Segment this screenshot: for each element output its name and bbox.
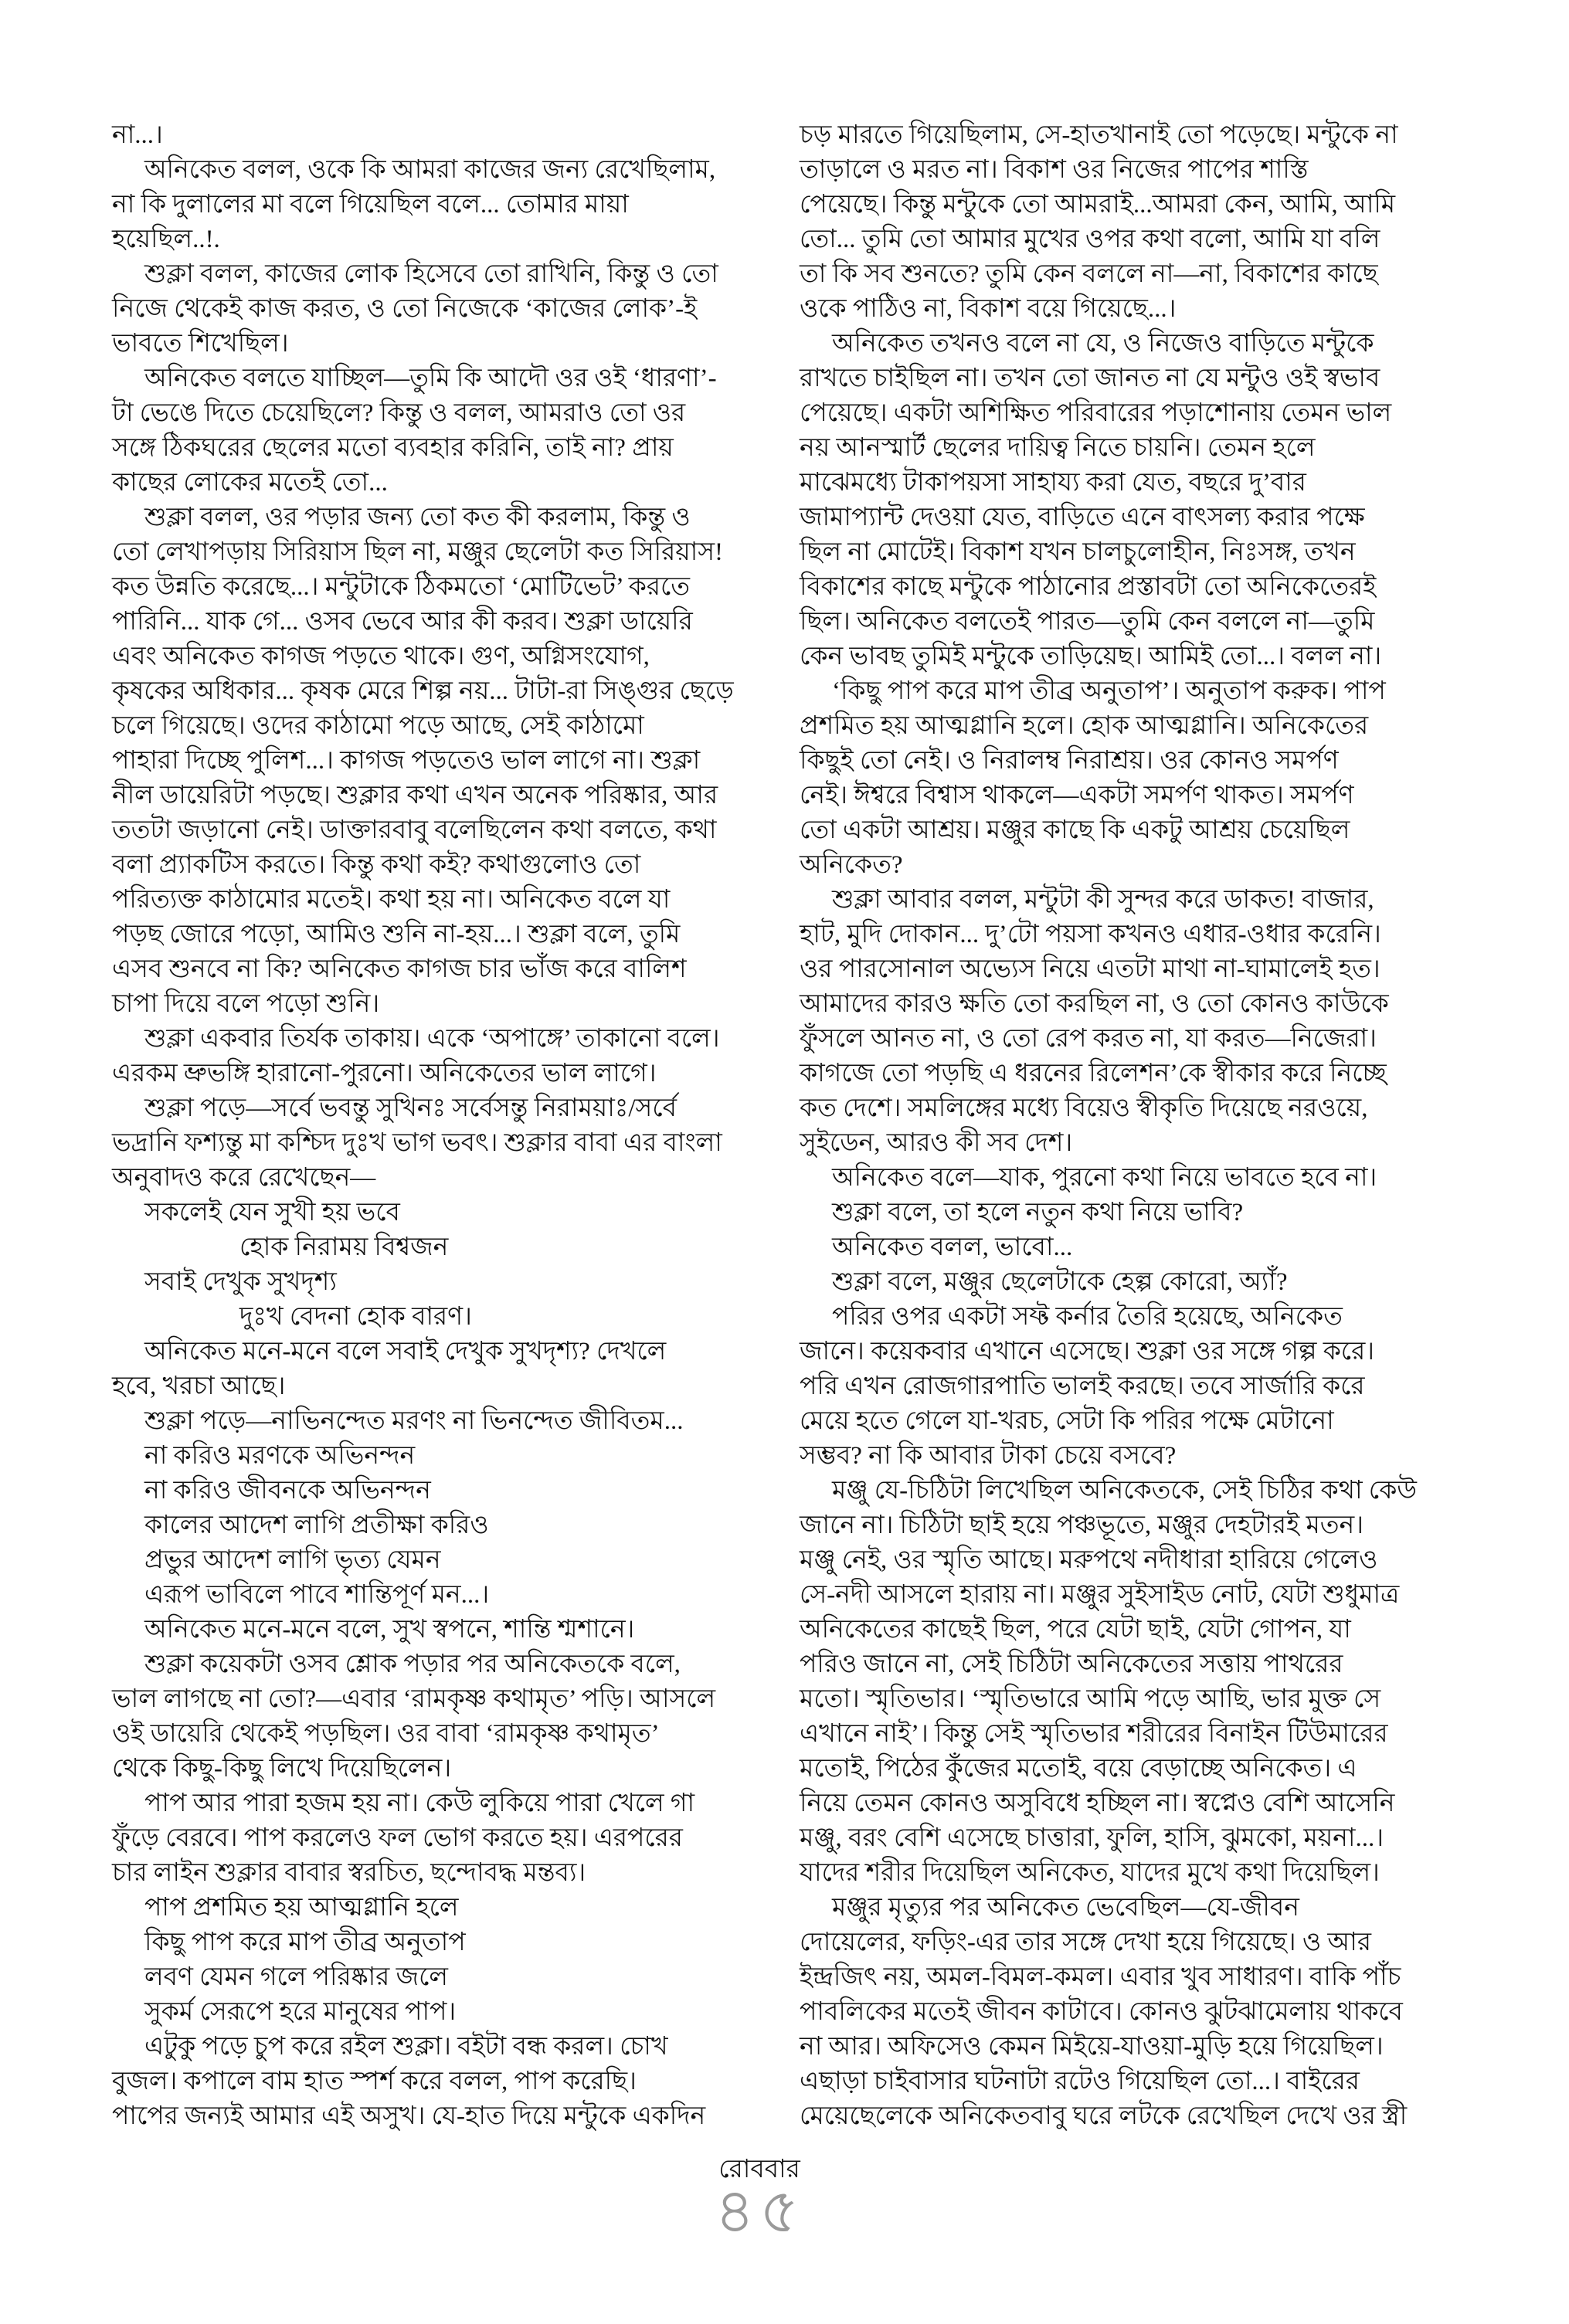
left-text-column [112, 118, 769, 2134]
text-line: বলা প্র্যাকটিস করতে। কিন্তু কথা কই? কথাগুলোও তো [112, 851, 641, 879]
text-line: লবণ যেমন গলে পরিষ্কার জলে [144, 1963, 448, 1991]
text-line: শুক্লা একবার তির্যক তাকায়। একে ‘অপাঙ্গে’ তাকানো বলে। [144, 1025, 720, 1053]
text-line: কিছুই তো নেই। ও নিরালম্ব নিরাশ্রয়। ওর কোনও সমর্পণ [800, 747, 1339, 775]
text-line: এখানে নাই’। কিন্তু সেই স্মৃতিভার শরীরের বিনাইন টিউমারের [800, 1720, 1388, 1748]
text-line: ‘কিছু পাপ করে মাপ তীব্র অনুতাপ’। অনুতাপ করুক। পাপ [832, 677, 1386, 705]
text-line: মেয়ে হতে গেলে যা-খরচ, সেটা কি পরির পক্ষে মেটানো [800, 1407, 1334, 1435]
text-line: অনিকেতের কাছেই ছিল, পরে যেটা ছাই, যেটা গোপন, যা [800, 1616, 1351, 1644]
text-line: ইন্দ্রজিৎ নয়, অমল-বিমল-কমল। এবার খুব সাধারণ। বাকি পাঁচ [800, 1963, 1401, 1991]
text-line: জানে। কয়েকবার এখানে এসেছে। শুক্লা ওর সঙ্গে গল্প করে। [800, 1338, 1375, 1366]
text-line: শুক্লা বলল, কাজের লোক হিসেবে তো রাখিনি, কিন্তু ও তো [144, 260, 718, 288]
text-line: মেয়েছেলেকে অনিকেতবাবু ঘরে লটকে রেখেছিল দেখে ওর স্ত্রী [800, 2102, 1408, 2130]
text-line: নয় আনস্মার্ট ছেলের দায়িত্ব নিতে চায়নি। তেমন হলে [800, 434, 1316, 462]
text-line: না আর। অফিসেও কেমন মিইয়ে-যাওয়া-মুড়ি হয়ে গিয়েছিল। [800, 2033, 1384, 2061]
text-line: কেন ভাবছ তুমিই মন্টুকে তাড়িয়েছ। আমিই তো...। বলল না। [800, 643, 1382, 670]
text-line: এসব শুনবে না কি? অনিকেত কাগজ চার ভাঁজ করে বালিশ [112, 955, 687, 983]
text-line: চলে গিয়েছে। ওদের কাঠামো পড়ে আছে, সেই কাঠামো [112, 712, 644, 740]
text-line: ছিল। অনিকেত বলতেই পারত—তুমি কেন বললে না—তুমি [800, 608, 1375, 636]
text-line: বিকাশের কাছে মন্টুকে পাঠানোর প্রস্তাবটা তো অনিকেতেরই [800, 573, 1377, 601]
text-line: পড়ছ জোরে পড়ো, আমিও শুনি না-হয়...। শুক্লা বলে, তুমি [112, 921, 681, 948]
text-line: অনিকেত বলল, ভাবো... [832, 1233, 1073, 1261]
page-number: ৪৫ [715, 2178, 804, 2246]
text-line: ওকে পাঠিও না, বিকাশ বয়ে গিয়েছে...। [800, 295, 1177, 323]
text-line: এছাড়া চাইবাসার ঘটনাটা রটেও গিয়েছিল তো...। বাইরের [800, 2068, 1360, 2095]
text-line: ভদ্রানি ফশ্যন্তু মা কশ্চিদ দুঃখ ভাগ ভবৎ। শুক্লার বাবা এর বাংলা [112, 1129, 722, 1157]
text-line: ততটা জড়ানো নেই। ডাক্তারবাবু বলেছিলেন কথা বলতে, কথা [112, 816, 717, 844]
magazine-name: রোববার [718, 2156, 800, 2183]
text-line: ফুঁড়ে বেরবে। পাপ করলেও ফল ভোগ করতে হয়। এরপরের [112, 1824, 683, 1852]
text-line: রাখতে চাইছিল না। তখন তো জানত না যে মন্টুও ওই স্বভাব [800, 365, 1381, 392]
text-line: প্রভুর আদেশ লাগি ভৃত্য যেমন [144, 1546, 441, 1574]
text-line: হোক নিরাময় বিশ্বজন [239, 1233, 449, 1261]
text-line: অনুবাদও করে রেখেছেন— [112, 1164, 376, 1192]
text-line: শুক্লা কয়েকটা ওসব শ্লোক পড়ার পর অনিকেতকে বলে, [144, 1651, 681, 1678]
text-line: কত দেশে। সমলিঙ্গের মধ্যে বিয়েও স্বীকৃতি দিয়েছে নরওয়ে, [800, 1094, 1368, 1122]
text-line: পরিত্যক্ত কাঠামোর মতেই। কথা হয় না। অনিকেত বলে যা [112, 886, 671, 914]
text-line: দুঃখ বেদনা হোক বারণ। [239, 1303, 472, 1331]
text-line: তাড়ালে ও মরত না। বিকাশ ওর নিজের পাপের শাস্তি [800, 156, 1309, 184]
text-line: পেয়েছে। কিন্তু মন্টুকে তো আমরাই...আমরা কেন, আমি, আমি [800, 191, 1396, 219]
text-line: তো একটা আশ্রয়। মঞ্জুর কাছে কি একটু আশ্রয় চেয়েছিল [800, 816, 1350, 844]
text-line: না কি দুলালের মা বলে গিয়েছিল বলে... তোমার মায়া [112, 191, 629, 219]
right-text-column [800, 118, 1506, 2134]
text-line: পরির ওপর একটা সফ্ট কর্নার তৈরি হয়েছে, অনিকেত [832, 1303, 1343, 1331]
text-line: জানে না। চিঠিটা ছাই হয়ে পঞ্চভূতে, মঞ্জুর দেহটারই মতন। [800, 1511, 1364, 1539]
text-line: মঞ্জুর মৃত্যুর পর অনিকেত ভেবেছিল—যে-জীবন [832, 1894, 1299, 1922]
text-line: এবং অনিকেত কাগজ পড়তে থাকে। গুণ, অগ্নিসংযোগ, [112, 643, 650, 670]
text-line: অনিকেত বলতে যাচ্ছিল—তুমি কি আদৌ ওর ওই ‘ধারণা’- [144, 365, 717, 392]
text-line: শুক্লা বলল, ওর পড়ার জন্য তো কত কী করলাম, কিন্তু ও [144, 504, 691, 531]
text-line: নেই। ঈশ্বরে বিশ্বাস থাকলে—একটা সমর্পণ থাকত। সমর্পণ [800, 782, 1354, 809]
text-line: পেয়েছে। একটা অশিক্ষিত পরিবারের পড়াশোনায় তেমন ভাল [800, 399, 1392, 427]
text-line: অনিকেত মনে-মনে বলে, সুখ স্বপনে, শান্তি শ্মশানে। [144, 1616, 635, 1644]
text-line: ফুঁসলে আনত না, ও তো রেপ করত না, যা করত—নিজেরা। [800, 1025, 1377, 1053]
text-line: প্রশমিত হয় আত্মগ্লানি হলে। হোক আত্মগ্লানি। অনিকেতের [800, 712, 1369, 740]
text-line: না করিও মরণকে অভিনন্দন [144, 1442, 416, 1470]
text-line: ভাবতে শিখেছিল। [112, 330, 289, 358]
text-line: কৃষকের অধিকার... কৃষক মেরে শিল্প নয়... টাটা-রা সিঙ্গুর ছেড়ে [112, 677, 734, 705]
text-line: অনিকেত? [800, 851, 903, 879]
text-line: নিজে থেকেই কাজ করত, ও তো নিজেকে ‘কাজের লোক’-ই [112, 295, 698, 323]
text-line: চড় মারতে গিয়েছিলাম, সে-হাতখানাই তো পড়েছে। মন্টুকে না [800, 121, 1398, 149]
text-line: শুক্লা পড়ে—সর্বে ভবন্তু সুখিনঃ সর্বেসন্তু নিরাময়াঃ/সর্বে [144, 1094, 677, 1122]
text-line: ওর পারসোনাল অভ্যেস নিয়ে এতটা মাথা না-ঘামালেই হত। [800, 955, 1381, 983]
text-line: দোয়েলের, ফড়িং-এর তার সঙ্গে দেখা হয়ে গিয়েছে। ও আর [800, 1929, 1372, 1956]
text-line: সম্ভব? না কি আবার টাকা চেয়ে বসবে? [800, 1442, 1177, 1470]
text-line: ওই ডায়েরি থেকেই পড়ছিল। ওর বাবা ‘রামকৃষ্ণ কথামৃত’ [112, 1720, 660, 1748]
text-line: অনিকেত মনে-মনে বলে সবাই দেখুক সুখদৃশ্য? দেখলে [144, 1338, 667, 1366]
text-line: মাঝেমধ্যে টাকাপয়সা সাহায্য করা যেত, বছরে দু’বার [800, 469, 1306, 497]
text-line: নিয়ে তেমন কোনও অসুবিধে হচ্ছিল না। স্বপ্নেও বেশি আসেনি [800, 1790, 1395, 1817]
text-line: সঙ্গে ঠিকঘরের ছেলের মতো ব্যবহার করিনি, তাই না? প্রায় [112, 434, 674, 462]
text-line: অনিকেত বলল, ওকে কি আমরা কাজের জন্য রেখেছিলাম, [144, 156, 716, 184]
text-line: পাহারা দিচ্ছে পুলিশ...। কাগজ পড়তেও ভাল লাগে না। শুক্লা [112, 747, 701, 775]
text-line: সবাই দেখুক সুখদৃশ্য [144, 1268, 337, 1296]
text-line: কালের আদেশ লাগি প্রতীক্ষা করিও [144, 1511, 489, 1539]
text-line: এরকম ভ্রুভঙ্গি হারানো-পুরনো। অনিকেতের ভাল লাগে। [112, 1060, 657, 1087]
text-line: পাপ আর পারা হজম হয় না। কেউ লুকিয়ে পারা খেলে গা [144, 1790, 695, 1817]
text-line: চার লাইন শুক্লার বাবার স্বরচিত, ছন্দোবদ্ধ মন্তব্য। [112, 1859, 586, 1887]
text-line: নীল ডায়েরিটা পড়ছে। শুক্লার কথা এখন অনেক পরিষ্কার, আর [112, 782, 718, 809]
text-line: না করিও জীবনকে অভিনন্দন [144, 1477, 431, 1505]
text-line: সে-নদী আসলে হারায় না। মঞ্জুর সুইসাইড নোট, যেটা শুধুমাত্র [800, 1581, 1400, 1609]
text-line: শুক্লা আবার বলল, মন্টুটা কী সুন্দর করে ডাকত! বাজার, [832, 886, 1374, 914]
text-line: শুক্লা বলে, মঞ্জুর ছেলেটাকে হেল্প কোরো, অ্যাঁ? [832, 1268, 1288, 1296]
text-line: মঞ্জু, বরং বেশি এসেছে চাত্তারা, ফুলি, হাসি, ঝুমকো, ময়না...। [800, 1824, 1384, 1852]
text-line: কত উন্নতি করেছে...। মন্টুটাকে ঠিকমতো ‘মোটিভেট’ করতে [112, 573, 690, 601]
text-line: সুকর্ম সেরূপে হরে মানুষের পাপ। [144, 1998, 457, 2026]
text-line: জামাপ্যান্ট দেওয়া যেত, বাড়িতে এনে বাৎসল্য করার পক্ষে [800, 504, 1365, 531]
text-line: পরিও জানে না, সেই চিঠিটা অনিকেতের সত্তায় পাথরের [800, 1651, 1343, 1678]
text-line: অনিকেত তখনও বলে না যে, ও নিজেও বাড়িতে মন্টুকে [832, 330, 1374, 358]
text-line: পাপের জন্যই আমার এই অসুখ। যে-হাত দিয়ে মন্টুকে একদিন [112, 2102, 706, 2130]
text-line: বুজল। কপালে বাম হাত স্পর্শ করে বলল, পাপ করেছি। [112, 2068, 637, 2095]
text-line: তা কি সব শুনতে? তুমি কেন বললে না—না, বিকাশের কাছে [800, 260, 1378, 288]
text-line: সকলেই যেন সুখী হয় ভবে [144, 1199, 400, 1226]
text-line: হবে, খরচা আছে। [112, 1372, 286, 1400]
page-footer [715, 2155, 804, 2246]
text-line: মতোই, পিঠের কুঁজের মতোই, বয়ে বেড়াচ্ছে অনিকেত। এ [800, 1755, 1357, 1783]
text-line: ছিল না মোটেই। বিকাশ যখন চালচুলোহীন, নিঃসঙ্গ, তখন [800, 538, 1356, 566]
text-line: না...। [112, 121, 163, 149]
text-line: তো... তুমি তো আমার মুখের ওপর কথা বলো, আমি যা বলি [800, 226, 1381, 253]
text-line: মঞ্জু নেই, ওর স্মৃতি আছে। মরুপথে নদীধারা হারিয়ে গেলেও [800, 1546, 1378, 1574]
text-line: তো লেখাপড়ায় সিরিয়াস ছিল না, মঞ্জুর ছেলেটা কত সিরিয়াস! [112, 538, 724, 566]
text-line: পরি এখন রোজগারপাতি ভালই করছে। তবে সার্জারি করে [800, 1372, 1365, 1400]
text-line: সুইডেন, আরও কী সব দেশ। [800, 1129, 1073, 1157]
text-line: এটুকু পড়ে চুপ করে রইল শুক্লা। বইটা বন্ধ করল। চোখ [144, 2033, 668, 2061]
text-line: শুক্লা পড়ে—নাভিনন্দেত মরণং না ভিনন্দেত জীবিতম... [144, 1407, 684, 1435]
text-line: কিছু পাপ করে মাপ তীব্র অনুতাপ [144, 1929, 466, 1956]
text-line: অনিকেত বলে—যাক, পুরনো কথা নিয়ে ভাবতে হবে না। [832, 1164, 1377, 1192]
text-line: ভাল লাগছে না তো?—এবার ‘রামকৃষ্ণ কথামৃত’ পড়ি। আসলে [112, 1685, 716, 1713]
text-line: মতো। স্মৃতিভার। ‘স্মৃতিভারে আমি পড়ে আছি, ভার মুক্ত সে [800, 1685, 1381, 1713]
text-line: শুক্লা বলে, তা হলে নতুন কথা নিয়ে ভাবি? [832, 1199, 1244, 1226]
text-line: হাট, মুদি দোকান... দু’টো পয়সা কখনও এধার-ওধার করেনি। [800, 921, 1381, 948]
text-line: পাবলিকের মতেই জীবন কাটাবে। কোনও ঝুটঝামেলায় থাকবে [800, 1998, 1403, 2026]
text-line: থেকে কিছু-কিছু লিখে দিয়েছিলেন। [112, 1755, 452, 1783]
text-line: কাছের লোকের মতেই তো... [112, 469, 388, 497]
text-line: চাপা দিয়ে বলে পড়ো শুনি। [112, 990, 380, 1018]
text-line: টা ভেঙে দিতে চেয়েছিলে? কিন্তু ও বলল, আমরাও তো ওর [112, 399, 686, 427]
text-line: মঞ্জু যে-চিঠিটা লিখেছিল অনিকেতকে, সেই চিঠির কথা কেউ [832, 1477, 1417, 1505]
text-line: এরূপ ভাবিলে পাবে শান্তিপূর্ণ মন...। [144, 1581, 490, 1609]
text-line: পারিনি... যাক গে... ওসব ভেবে আর কী করব। শুক্লা ডায়েরি [112, 608, 693, 636]
text-line: আমাদের কারও ক্ষতি তো করছিল না, ও তো কোনও কাউকে [800, 990, 1389, 1018]
text-line: যাদের শরীর দিয়েছিল অনিকেত, যাদের মুখে কথা দিয়েছিল। [800, 1859, 1380, 1887]
text-line: কাগজে তো পড়ছি এ ধরনের রিলেশন’কে স্বীকার করে নিচ্ছে [800, 1060, 1387, 1087]
text-line: পাপ প্রশমিত হয় আত্মগ্লানি হলে [144, 1894, 459, 1922]
text-line: হয়েছিল..!. [112, 226, 220, 253]
